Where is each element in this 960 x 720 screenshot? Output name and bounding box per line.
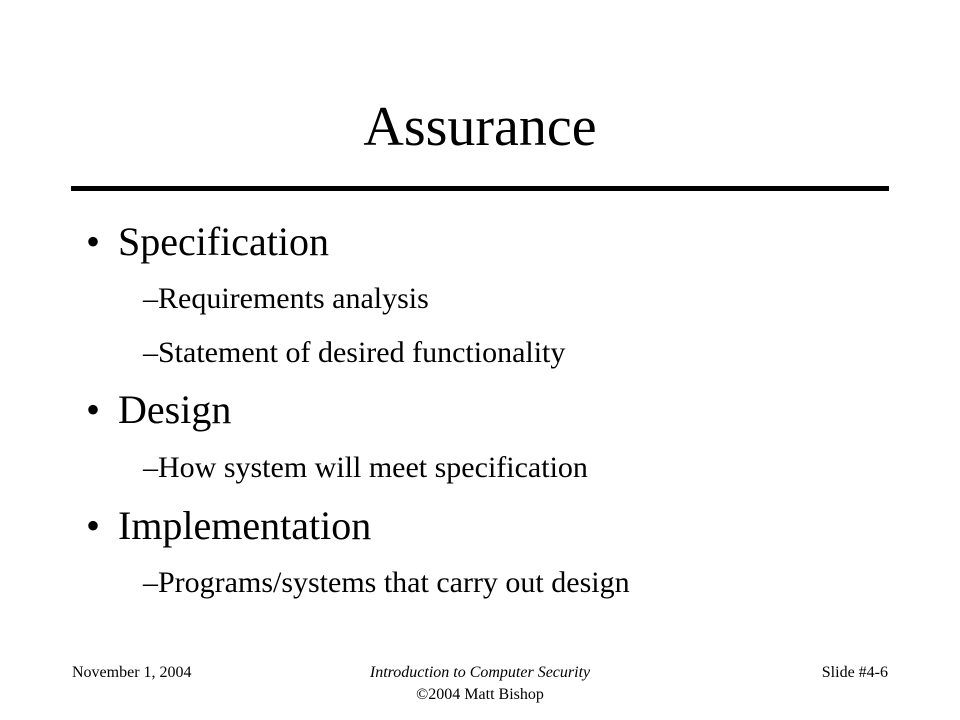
footer-course-title: Introduction to Computer Security — [369, 664, 591, 681]
footer-course-info — [330, 662, 630, 706]
footer-date: November 1, 2004 — [72, 664, 192, 681]
bullet-item-implementation — [86, 502, 371, 550]
bullet-icon: • — [86, 503, 101, 548]
bullet-icon: • — [86, 219, 101, 264]
bullet-label: Implementation — [118, 503, 372, 548]
bullet-item-design — [86, 386, 231, 434]
subitem-requirements-analysis: –Requirements analysis — [143, 282, 429, 315]
slide-title: Assurance — [363, 96, 597, 158]
subitem-programs-systems: –Programs/systems that carry out design — [143, 566, 630, 599]
footer-copyright: ©2004 Matt Bishop — [416, 686, 544, 703]
bullet-label: Design — [118, 387, 232, 432]
bullet-item-specification — [86, 218, 329, 266]
subitem-statement-of-functionality: –Statement of desired functionality — [143, 336, 566, 369]
bullet-label: Specification — [118, 219, 330, 264]
title-underline — [71, 186, 889, 191]
bullet-icon: • — [86, 387, 101, 432]
subitem-how-system-meets-spec: –How system will meet specification — [143, 451, 588, 484]
footer-slide-number: Slide #4-6 — [821, 664, 888, 681]
